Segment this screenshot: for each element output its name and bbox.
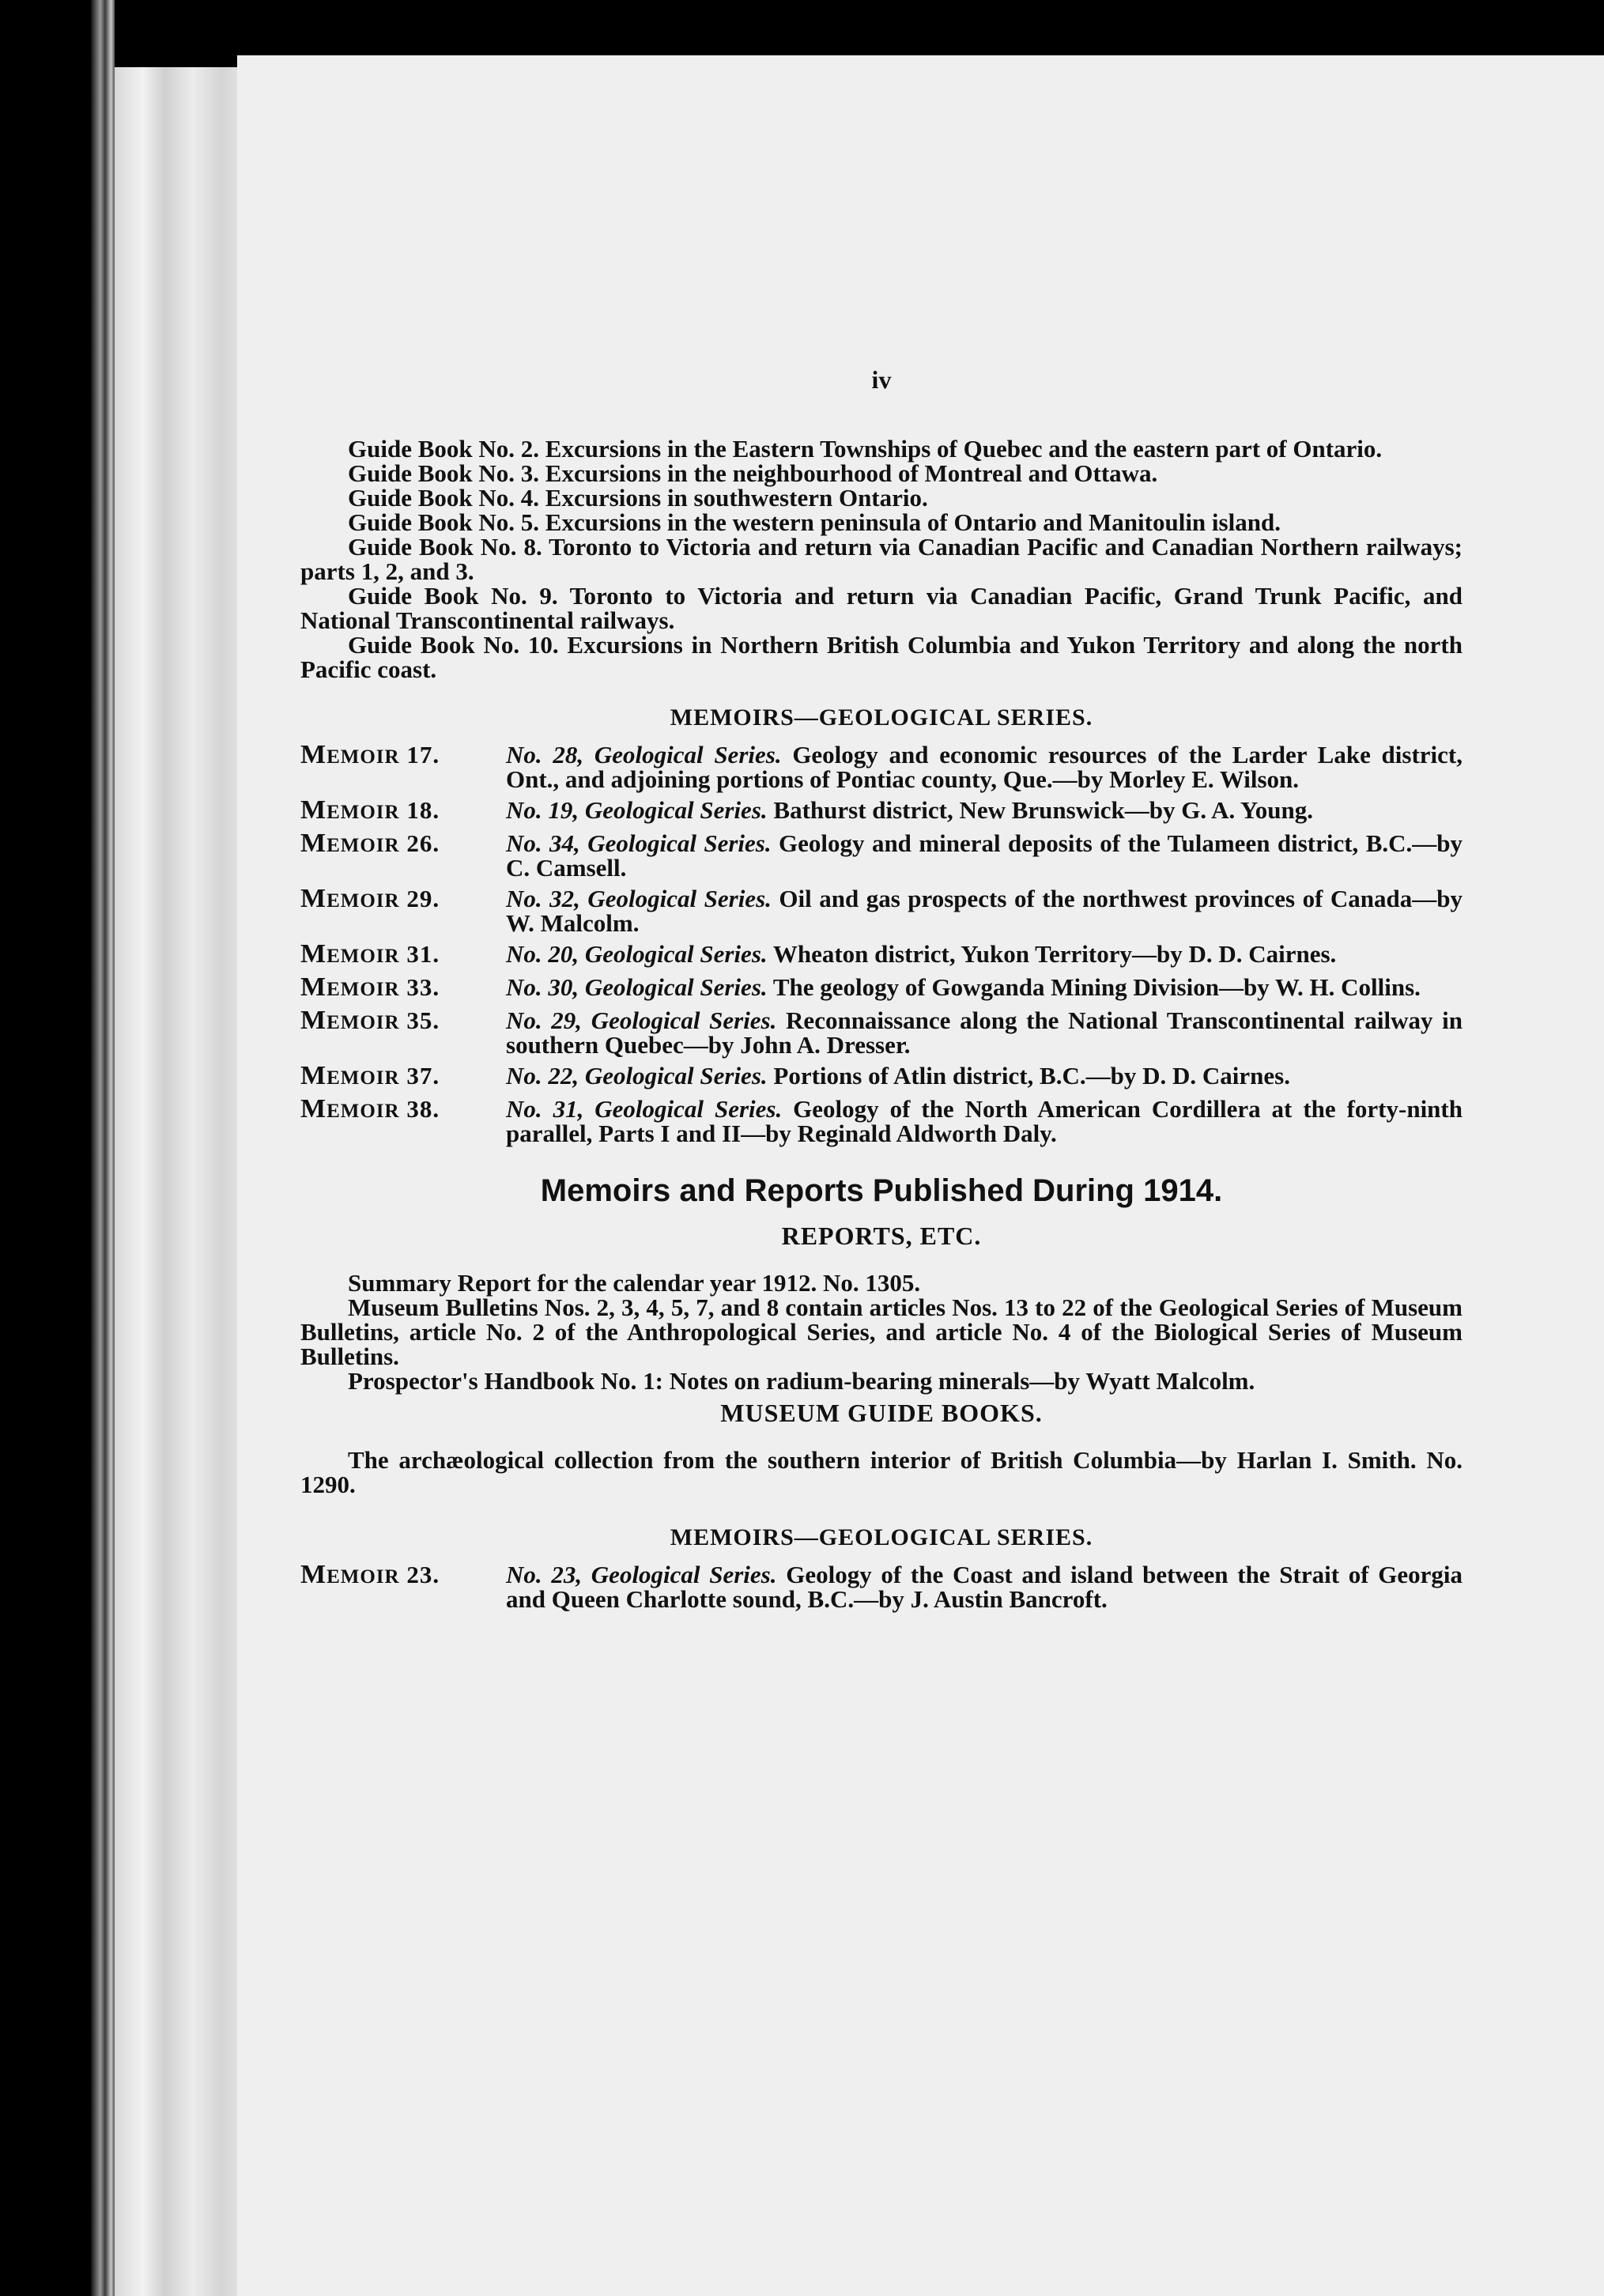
memoir-description: No. 34, Geological Series. Geology and mineral deposits of the Tulameen district, B.C.—by C. Camsell. — [506, 829, 1463, 882]
memoir-description: No. 28, Geological Series. Geology and economic resources of the Larder Lake district, Ont., and adjoining portions of Pontiac county, Que.—by Morley E. Wilson. — [506, 741, 1463, 793]
memoir-entry — [300, 742, 1462, 791]
memoir-label: MEMOIR 35. — [300, 1006, 440, 1035]
report-entry: Summary Report for the calendar year 1912. No. 1305. — [348, 1269, 921, 1297]
museum-guide-list — [300, 1448, 1462, 1497]
memoir-description: No. 32, Geological Series. Oil and gas prospects of the northwest provinces of Canada—by W. Malcolm. — [506, 885, 1463, 937]
memoir-entry — [300, 939, 1462, 969]
memoir-entry — [300, 886, 1462, 935]
memoir-label: MEMOIR 38. — [300, 1094, 440, 1123]
memoir-list-1914 — [300, 1562, 1462, 1611]
guide-book-entry: Guide Book No. 2. Excursions in the Eastern Townships of Quebec and the eastern part of Ontario. — [348, 435, 1383, 463]
memoir-description: No. 20, Geological Series. Wheaton district, Yukon Territory—by D. D. Cairnes. — [506, 940, 1337, 968]
scan-binding-shadow — [91, 0, 115, 2296]
guide-book-list — [300, 436, 1462, 682]
memoir-label: MEMOIR 23. — [300, 1560, 440, 1589]
page-number: iv — [871, 365, 892, 394]
memoir-label: MEMOIR 29. — [300, 884, 440, 913]
report-entry: Prospector's Handbook No. 1: Notes on radium-bearing minerals—by Wyatt Malcolm. — [348, 1367, 1255, 1395]
memoir-description: No. 23, Geological Series. Geology of the Coast and island between the Strait of Georgia and Queen Charlotte sound, B.C.—by J. Austin Bancroft. — [506, 1561, 1463, 1613]
memoir-label: MEMOIR 33. — [300, 972, 440, 1002]
memoir-list — [300, 742, 1462, 1146]
memoir-entry — [300, 1063, 1462, 1090]
section-heading-memoirs: MEMOIRS—GEOLOGICAL SERIES. — [670, 704, 1093, 731]
guide-book-entry: Guide Book No. 3. Excursions in the neighbourhood of Montreal and Ottawa. — [348, 459, 1158, 487]
memoir-description: No. 30, Geological Series. The geology of Gowganda Mining Division—by W. H. Collins. — [506, 973, 1421, 1001]
memoir-entry — [300, 1008, 1462, 1057]
guide-book-entry: Guide Book No. 9. Toronto to Victoria and return via Canadian Pacific, Grand Trunk Pacific, and National Transcontinental railways. — [300, 582, 1462, 634]
memoir-entry — [300, 1094, 1462, 1147]
reports-list — [300, 1271, 1462, 1393]
museum-guide-entry: The archæological collection from the southern interior of British Columbia—by Harlan I. Smith. No. 1290. — [300, 1446, 1462, 1498]
memoir-label: MEMOIR 31. — [300, 939, 440, 969]
page-stack-edge — [115, 67, 257, 2296]
memoir-label: MEMOIR 37. — [300, 1061, 440, 1090]
report-entry: Museum Bulletins Nos. 2, 3, 4, 5, 7, and 8 contain articles Nos. 13 to 22 of the Geological Series of Museum Bulletins, article No. 2 of the Anthropological Series, and article No. 4 of the Biological Series of Museum Bulletins. — [300, 1293, 1462, 1370]
memoir-description: No. 19, Geological Series. Bathurst district, New Brunswick—by G. A. Young. — [506, 796, 1314, 824]
page-content — [300, 365, 1463, 1618]
guide-book-entry: Guide Book No. 8. Toronto to Victoria and return via Canadian Pacific and Canadian Northern railways; parts 1, 2, and 3. — [300, 533, 1462, 585]
memoir-entry — [300, 795, 1462, 825]
memoir-entry — [300, 831, 1462, 880]
memoir-entry — [300, 1562, 1462, 1611]
memoir-description: No. 22, Geological Series. Portions of Atlin district, B.C.—by D. D. Cairnes. — [506, 1062, 1290, 1089]
memoir-description: No. 31, Geological Series. Geology of the North American Cordillera at the forty-ninth parallel, Parts I and II—by Reginald Aldworth Daly. — [506, 1095, 1462, 1147]
guide-book-entry: Guide Book No. 4. Excursions in southwestern Ontario. — [348, 484, 928, 512]
memoir-label: MEMOIR 17. — [300, 740, 440, 769]
main-heading: Memoirs and Reports Published During 1914. — [540, 1173, 1223, 1208]
memoir-description: No. 29, Geological Series. Reconnaissance along the National Transcontinental railway in southern Quebec—by John A. Dresser. — [506, 1006, 1462, 1059]
guide-book-entry: Guide Book No. 5. Excursions in the western peninsula of Ontario and Manitoulin island. — [348, 508, 1281, 536]
memoir-label: MEMOIR 18. — [300, 795, 440, 825]
reports-heading: REPORTS, ETC. — [781, 1222, 982, 1250]
section-heading-memoirs-1914: MEMOIRS—GEOLOGICAL SERIES. — [670, 1524, 1093, 1550]
guide-book-entry: Guide Book No. 10. Excursions in Northern British Columbia and Yukon Territory and along the north Pacific coast. — [300, 631, 1462, 683]
memoir-entry — [300, 972, 1462, 1002]
museum-guide-heading: MUSEUM GUIDE BOOKS. — [720, 1399, 1043, 1427]
memoir-label: MEMOIR 26. — [300, 829, 440, 858]
